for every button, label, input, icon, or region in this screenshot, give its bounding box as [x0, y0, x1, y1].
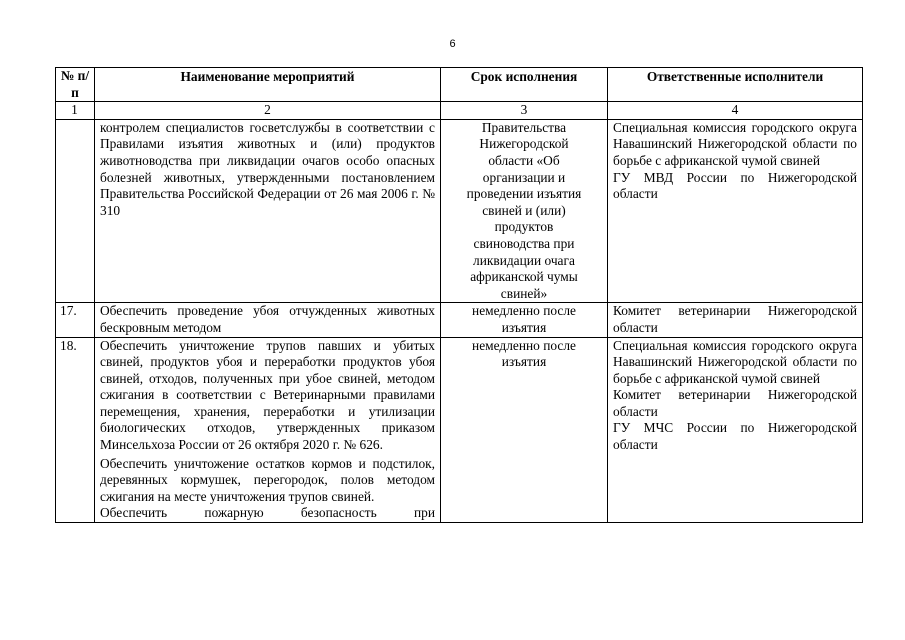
action-paragraph: Обеспечить уничтожение трупов павших и убитых свиней, продуктов убоя и переработки продуктов убоя свиней, отходов, полученных при убое свиней, методом сжигания в соответствии с Ветеринарными правилами перемещения, хранения, переработки и утилизации биологических отходов, утвержденных приказом Минсельхоза России от 26 октября 2020 г. № 626. — [100, 337, 435, 453]
measures-table — [55, 67, 863, 523]
responsible-item: Специальная комиссия городского округа Навашинский Нижегородской области по борьбе с африканской чумой свиней — [613, 119, 857, 168]
index-cell: 4 — [608, 102, 863, 120]
row-action — [95, 119, 441, 303]
table-header-row — [56, 68, 863, 102]
table-index-row — [56, 102, 863, 120]
table-row — [56, 119, 863, 303]
row-deadline: Правительства Нижегородской области «Об организации и проведении изъятия свиней и (или) продуктов свиноводства при ликвидации очага африканской чумы свиней» — [441, 119, 608, 303]
table-row — [56, 337, 863, 523]
action-paragraph: Обеспечить уничтожение остатков кормов и подстилок, деревянных кормушек, перегородок, полов методом сжигания на месте уничтожения трупов свиней. — [100, 455, 435, 504]
responsible-item: Комитет ветеринарии Нижегородской области — [613, 387, 857, 419]
header-deadline: Срок исполнения — [441, 68, 608, 102]
header-number: № п/п — [56, 68, 95, 102]
action-paragraph: Обеспечить пожарную безопасность при — [100, 505, 435, 521]
responsible-item: Специальная комиссия городского округа Навашинский Нижегородской области по борьбе с африканской чумой свиней — [613, 337, 857, 386]
responsible-item: ГУ МВД России по Нижегородской области — [613, 169, 857, 202]
action-paragraph: Обеспечить проведение убоя отчужденных животных бескровным методом — [100, 303, 435, 335]
row-action — [95, 303, 441, 337]
row-number — [56, 119, 95, 303]
row-responsible — [608, 303, 863, 337]
header-responsible: Ответственные исполнители — [608, 68, 863, 102]
index-cell: 1 — [56, 102, 95, 120]
row-responsible — [608, 119, 863, 303]
page-number: 6 — [449, 38, 456, 50]
action-paragraph: контролем специалистов госветслужбы в соответствии с Правилами изъятия животных и (или) продуктов животноводства при ликвидации очагов особо опасных болезней животных, утвержденными постановлением Правительства Российской Федерации от 26 мая 2006 г. № 310 — [100, 119, 435, 218]
responsible-item: ГУ МЧС России по Нижегородской области — [613, 420, 857, 453]
header-action: Наименование мероприятий — [95, 68, 441, 102]
index-cell: 2 — [95, 102, 441, 120]
row-number: 17. — [56, 303, 95, 337]
row-responsible — [608, 337, 863, 523]
row-action — [95, 337, 441, 523]
row-deadline: немедленно после изъятия — [441, 337, 608, 523]
table-row — [56, 303, 863, 337]
row-deadline: немедленно после изъятия — [441, 303, 608, 337]
responsible-item: Комитет ветеринарии Нижегородской области — [613, 303, 857, 335]
row-number: 18. — [56, 337, 95, 523]
index-cell: 3 — [441, 102, 608, 120]
